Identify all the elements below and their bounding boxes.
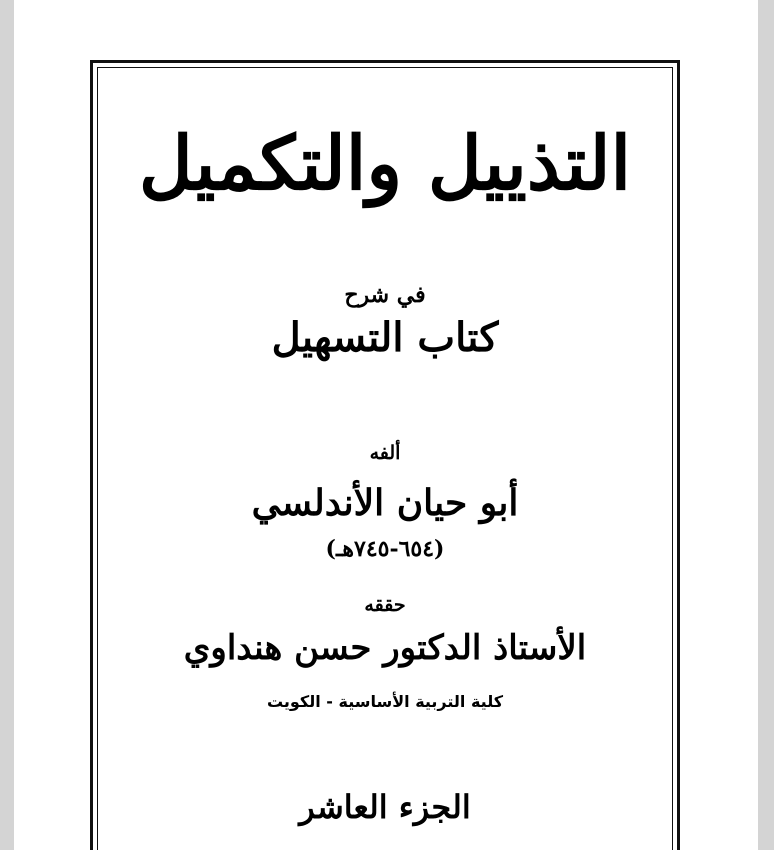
volume-label: الجزء العاشر <box>299 788 471 826</box>
editor-name: الأستاذ الدكتور حسن هنداوي <box>183 628 587 668</box>
editor-affiliation: كلية التربية الأساسية - الكويت <box>266 692 504 711</box>
viewer-left-margin <box>0 0 14 850</box>
author-name: أبو حيان الأندلسي <box>251 482 519 524</box>
viewer-right-margin <box>758 0 774 850</box>
book-title: التذييل والتكميل <box>138 121 632 207</box>
edited-by-label: حققه <box>364 594 406 616</box>
author-dates: (٦٥٤-٧٤٥هـ) <box>325 536 445 562</box>
subtitle-book: كتاب التسهيل <box>271 314 499 361</box>
cover-content <box>100 70 670 850</box>
subtitle-prefix: في شرح <box>344 282 426 308</box>
authored-by-label: ألفه <box>369 442 401 464</box>
